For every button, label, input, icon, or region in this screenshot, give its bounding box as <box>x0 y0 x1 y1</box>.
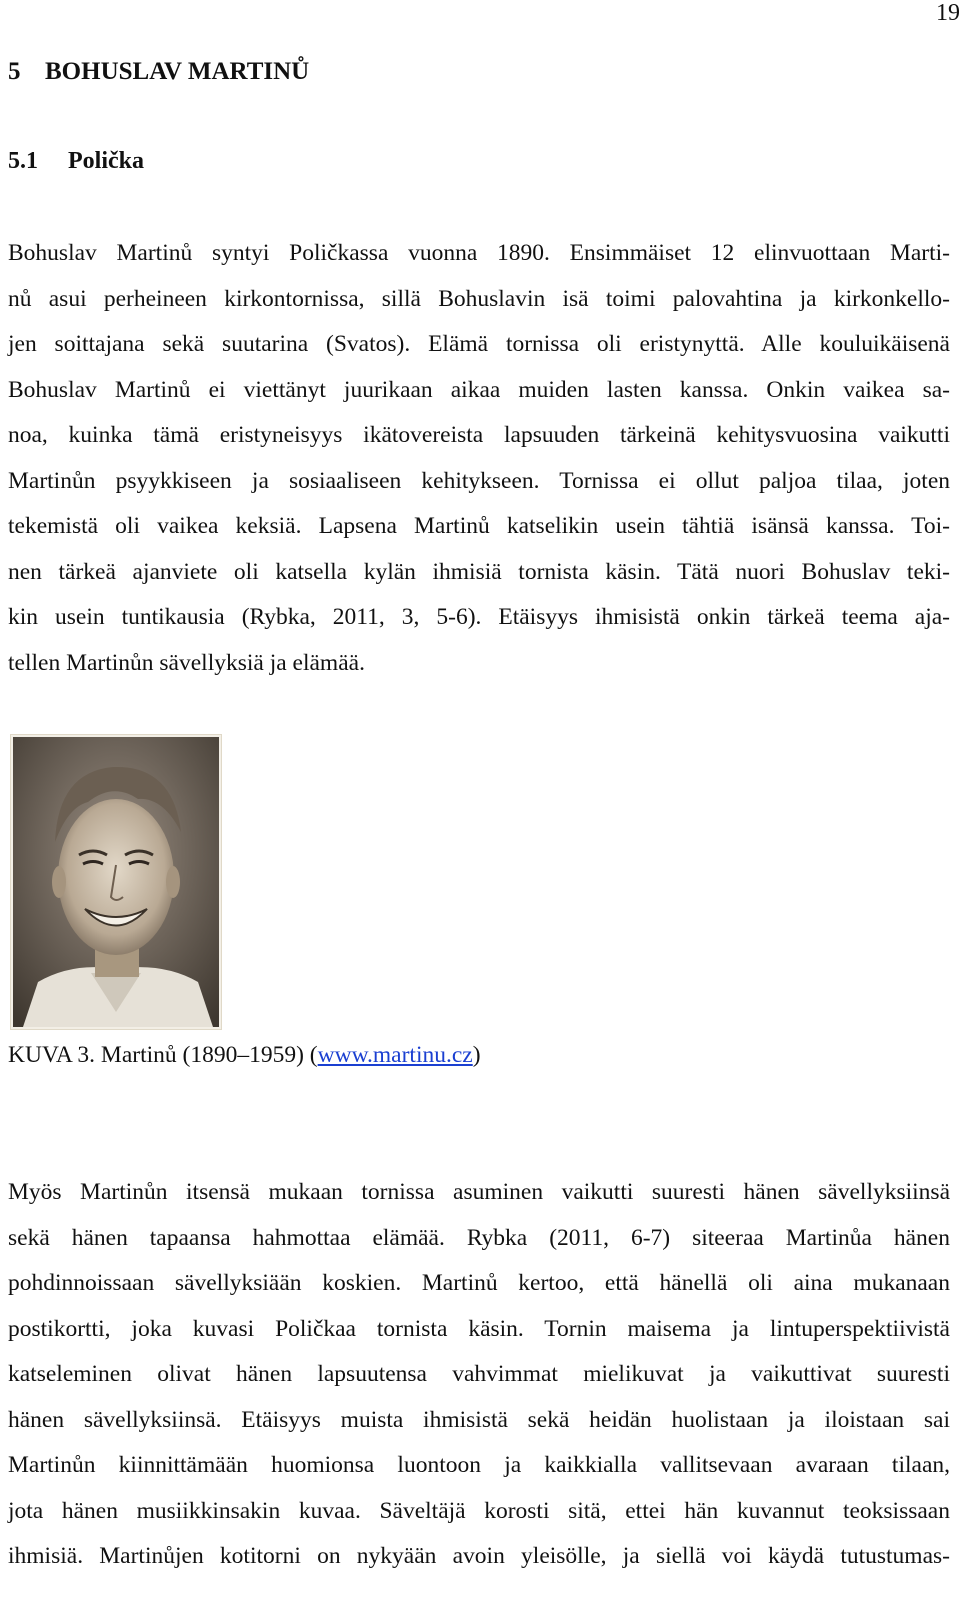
paragraph-line: noa, kuinka tämä eristyneisyys ikätovereista lapsuuden tärkeinä kehitysvuosina vaikutti <box>8 422 950 448</box>
paragraph-line: jen soittajana sekä suutarina (Svatos). Elämä tornissa oli eristynyttä. Alle kouluikäisenä <box>8 331 950 357</box>
section-number: 5.1 <box>8 148 38 174</box>
paragraph-line: postikortti, joka kuvasi Poličkaa tornista käsin. Tornin maisema ja lintuperspektiivistä <box>8 1315 950 1342</box>
paragraph-line: hänen sävellyksiinsä. Etäisyys muista ihmisistä sekä heidän huolistaan ja iloistaan sai <box>8 1406 950 1433</box>
chapter-heading <box>8 58 309 86</box>
caption-link[interactable]: www.martinu.cz <box>317 1042 473 1068</box>
page-number: 19 <box>936 0 960 26</box>
paragraph-line: Martinůn kiinnittämään huomionsa luontoon ja kaikkialla vallitsevaan avaraan tilaan, <box>8 1452 950 1478</box>
body-paragraph-2 <box>8 1170 950 1580</box>
paragraph-line: pohdinnoissaan sävellyksiään koskien. Martinů kertoo, että hänellä oli aina mukanaan <box>8 1270 950 1296</box>
paragraph-line: Bohuslav Martinů syntyi Poličkassa vuonna 1890. Ensimmäiset 12 elinvuottaan Marti- <box>8 240 950 266</box>
section-heading <box>8 148 144 175</box>
paragraph-line: nů asui perheineen kirkontornissa, sillä Bohuslavin isä toimi palovahtina ja kirkonkello- <box>8 285 950 312</box>
paragraph-line: kin usein tuntikausia (Rybka, 2011, 3, 5-6). Etäisyys ihmisistä onkin tärkeä teema aja- <box>8 604 950 630</box>
portrait-image <box>13 737 219 1027</box>
paragraph-line: Myös Martinůn itsensä mukaan tornissa asuminen vaikutti suuresti hänen sävellyksiinsä <box>8 1179 950 1205</box>
paragraph-line: Bohuslav Martinů ei viettänyt juurikaan aikaa muiden lasten kanssa. Onkin vaikea sa- <box>8 376 950 403</box>
section-title: Polička <box>68 148 144 174</box>
paragraph-line: tekemistä oli vaikea keksiä. Lapsena Martinů katselikin usein tähtiä isänsä kanssa. Toi- <box>8 513 950 539</box>
paragraph-line: jota hänen musiikkinsakin kuvaa. Säveltäjä korosti sitä, ettei hän kuvannut teoksissaan <box>8 1497 950 1524</box>
paragraph-line: nen tärkeä ajanviete oli katsella kylän ihmisiä tornista käsin. Tätä nuori Bohuslav teki- <box>8 558 950 585</box>
chapter-title: BOHUSLAV MARTINŮ <box>45 58 310 85</box>
paragraph-line: katseleminen olivat hänen lapsuutensa vahvimmat mielikuvat ja vaikuttivat suuresti <box>8 1361 950 1387</box>
caption-suffix: ) <box>472 1042 481 1068</box>
figure-caption <box>8 1042 481 1069</box>
chapter-number: 5 <box>8 58 21 85</box>
body-paragraph-1 <box>8 231 950 686</box>
paragraph-line: sekä hänen tapaansa hahmottaa elämää. Rybka (2011, 6-7) siteeraa Martinůa hänen <box>8 1224 950 1251</box>
paragraph-line: tellen Martinůn sävellyksiä ja elämää. <box>8 649 365 676</box>
paragraph-line: ihmisiä. Martinůjen kotitorni on nykyään avoin yleisölle, ja siellä voi käydä tutustumas- <box>8 1543 950 1569</box>
portrait-photo <box>10 734 222 1030</box>
paragraph-line: Martinůn psyykkiseen ja sosiaaliseen kehitykseen. Tornissa ei ollut paljoa tilaa, joten <box>8 467 950 494</box>
caption-text: KUVA 3. Martinů (1890–1959) ( <box>8 1042 318 1068</box>
